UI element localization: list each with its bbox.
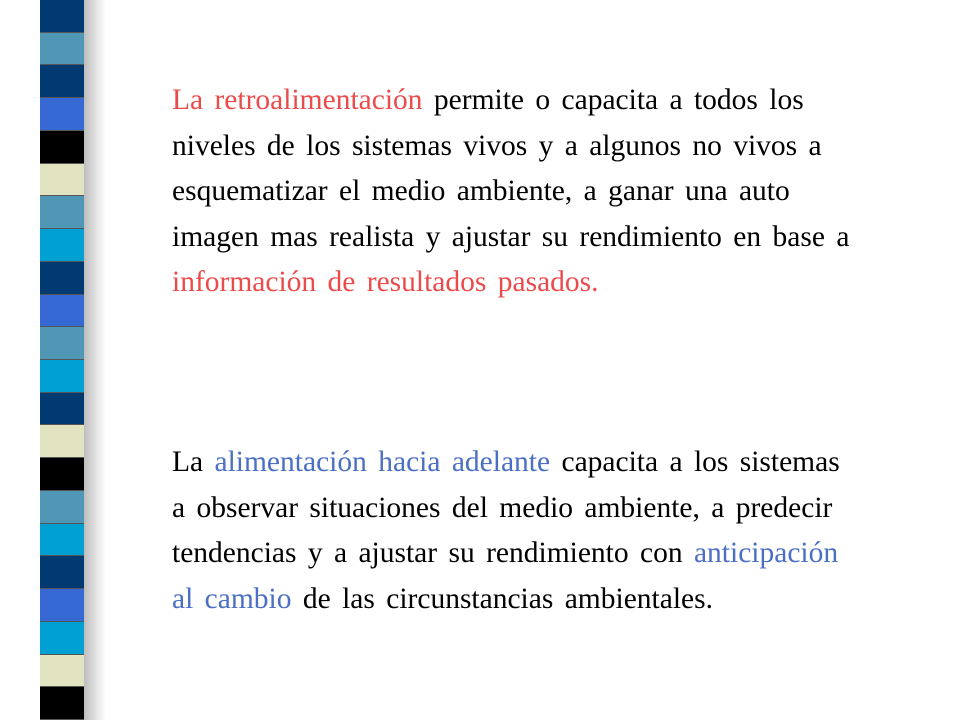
stripe-bar xyxy=(40,622,84,655)
stripe-bar xyxy=(40,65,84,98)
paragraph-text: permite o capacita a todos los niveles de los sistemas vivos y a algunos no vivos a esquematizar el medio ambiente, a ganar una auto imagen mas realista y ajustar su rendimiento en base a xyxy=(172,84,850,253)
stripe-bar xyxy=(40,98,84,131)
highlight-term-alimentacion-adelante: alimentación hacia adelante xyxy=(214,446,551,478)
decorative-stripe xyxy=(0,0,103,720)
highlight-phrase-anticipacion: anticipación al cambio xyxy=(172,537,839,615)
highlight-phrase-past-results: información de resultados pasados. xyxy=(172,266,599,298)
stripe-bar xyxy=(40,33,84,66)
paragraph-feedforward xyxy=(172,440,862,622)
stripe-bar xyxy=(40,524,84,557)
highlight-term-retroalimentacion: La retroalimentación xyxy=(172,84,423,116)
stripe-bar xyxy=(40,655,84,688)
stripe-bar xyxy=(40,556,84,589)
stripe-bar xyxy=(40,687,84,720)
stripe-bar xyxy=(40,164,84,197)
stripe-bar xyxy=(40,327,84,360)
stripe-bar xyxy=(40,589,84,622)
stripe-bar xyxy=(40,196,84,229)
paragraph-feedback xyxy=(172,78,862,306)
stripe-bar xyxy=(40,131,84,164)
stripe-bar xyxy=(40,393,84,426)
paragraph-text: de las circunstancias ambientales. xyxy=(291,582,713,615)
stripe-bar xyxy=(40,0,84,33)
stripe-bar xyxy=(40,360,84,393)
paragraph-text: capacita a los sistemas a observar situaciones del medio ambiente, a predecir tendencias y a ajustar su rendimiento con xyxy=(172,446,840,569)
stripe-bar xyxy=(40,458,84,491)
paragraph-text: La xyxy=(172,446,215,478)
stripe-bar xyxy=(40,491,84,524)
stripe-bar xyxy=(40,262,84,295)
stripe-shadow xyxy=(84,0,106,720)
stripe-bar xyxy=(40,229,84,262)
stripe-bar xyxy=(40,425,84,458)
stripe-bar xyxy=(40,295,84,328)
